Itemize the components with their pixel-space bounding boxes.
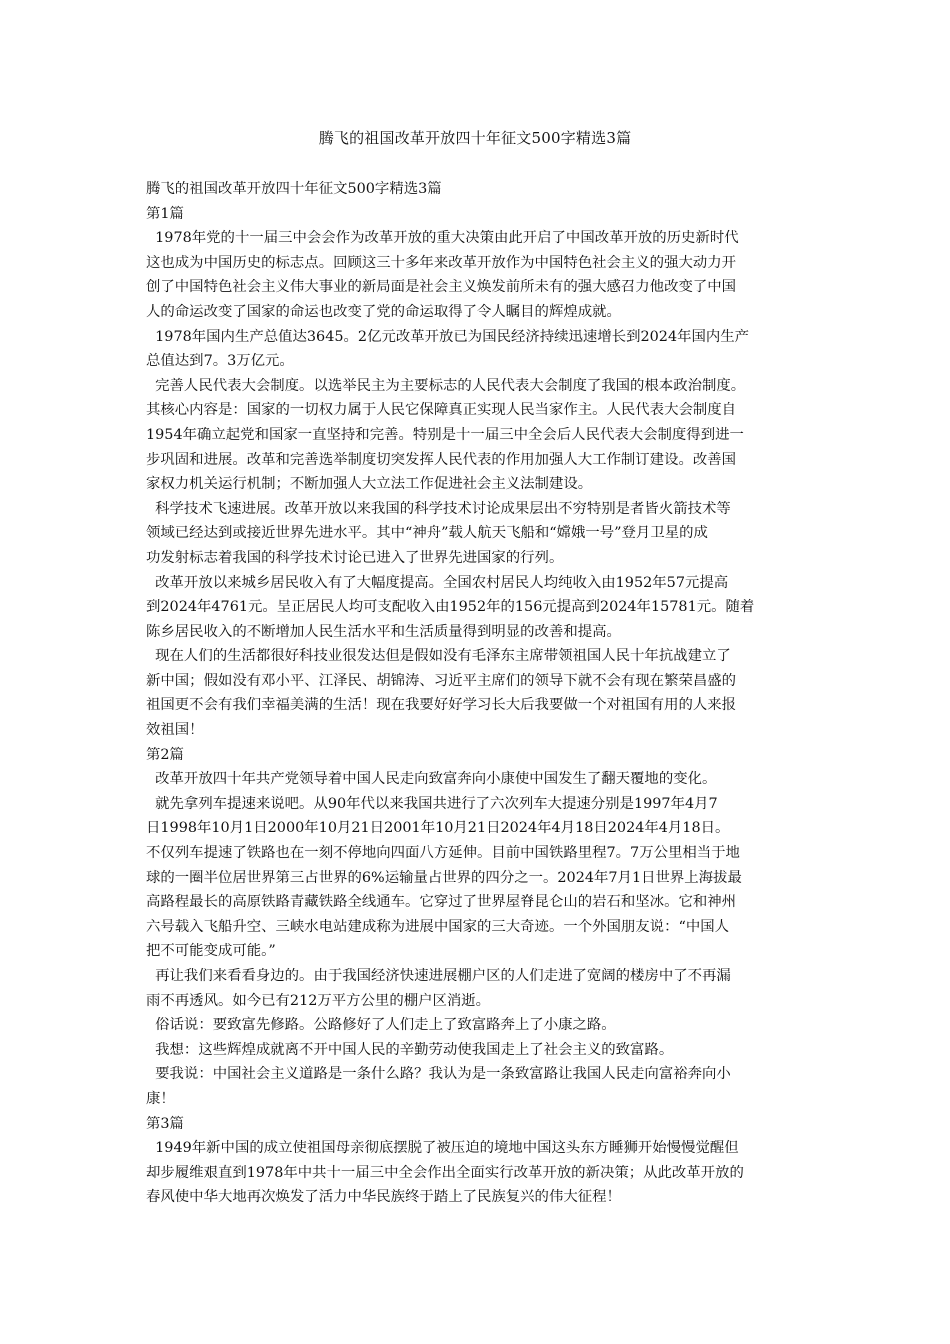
text-line: 这也成为中国历史的标志点。回顾这三十多年来改革开放作为中国特色社会主义的强大动力开 [146,254,737,271]
text-line: 完善人民代表大会制度。以选举民主为主要标志的人民代表大会制度了我国的根本政治制度。 [146,377,746,394]
text-line: 科学技术飞速进展。改革开放以来我国的科学技术讨论成果层出不穷特别是者皆火箭技术等 [146,500,731,517]
text-line: 效祖国！ [146,722,204,739]
text-line: 到2024年4761元。呈正居民人均可支配收入由1952年的156元提高到2024年15781元。随着 [146,599,755,616]
text-line: 雨不再透风。如今已有212万平方公里的棚户区消逝。 [146,992,491,1009]
text-line: 步巩固和进展。改革和完善选举制度切突发挥人民代表的作用加强人大工作制订建设。改善国 [146,451,737,468]
text-line: 创了中国特色社会主义伟大事业的新局面是社会主义焕发前所未有的强大感召力他改变了中国 [146,279,737,296]
text-line: 陈乡居民收入的不断增加人民生活水平和生活质量得到明显的改善和提高。 [146,623,621,640]
text-line: 祖国更不会有我们幸福美满的生活！现在我要好好学习长大后我要做一个对祖国有用的人来报 [146,697,737,714]
text-line: 1978年党的十一届三中会会作为改革开放的重大决策由此开启了中国改革开放的历史新时代 [146,230,739,247]
text-line: 总值达到7。3万亿元。 [146,353,294,370]
document-body [146,177,814,1210]
text-line: 俗话说：要致富先修路。公路修好了人们走上了致富路奔上了小康之路。 [146,1017,616,1034]
text-line: 1949年新中国的成立使祖国母亲彻底摆脱了被压迫的境地中国这头东方睡狮开始慢慢觉醒但 [146,1140,739,1157]
text-line: 改革开放以来城乡居民收入有了大幅度提高。全国农村居民人均纯收入由1952年57元提高 [146,574,729,591]
text-line: 再让我们来看看身边的。由于我国经济快速进展棚户区的人们走进了宽阔的楼房中了不再漏 [146,968,731,984]
text-line: 改革开放四十年共产党领导着中国人民走向致富奔向小康使中国发生了翻天覆地的变化。 [146,771,717,788]
text-line: 球的一圈半位居世界第三占世界的6%运输量占世界的四分之一。2024年7月1日世界上海拔最 [146,869,742,886]
text-line: 腾飞的祖国改革开放四十年征文500字精选3篇 [146,181,442,197]
page-title: 腾飞的祖国改革开放四十年征文500字精选3篇 [318,129,632,147]
text-line: 我想：这些辉煌成就离不开中国人民的辛勤劳动使我国走上了社会主义的致富路。 [146,1041,674,1058]
text-line: 第1篇 [146,205,184,222]
text-line: 高路程最长的高原铁路青藏铁路全线通车。它穿过了世界屋脊昆仑山的岩石和坚冰。它和神州 [146,894,737,911]
text-line: 六号载入飞船升空、三峡水电站建成称为进展中国家的三大奇迹。一个外国朋友说：“中国人 [146,918,729,935]
text-line: 康！ [146,1090,175,1107]
text-line: 把不可能变成可能。” [146,943,276,960]
text-line: 第2篇 [146,746,184,763]
text-line: 家权力机关运行机制；不断加强人大立法工作促进社会主义法制建设。 [146,476,593,493]
text-line: 功发射标志着我国的科学技术讨论已进入了世界先进国家的行列。 [146,549,564,566]
text-line: 就先拿列车提速来说吧。从90年代以来我国共进行了六次列车大提速分别是1997年4月7 [146,795,718,812]
text-line: 新中国；假如没有邓小平、江泽民、胡锦涛、习近平主席们的领导下就不会有现在繁荣昌盛的 [146,672,737,689]
text-line: 1954年确立起党和国家一直坚持和完善。特别是十一届三中全会后人民代表大会制度得到进一 [146,426,744,443]
text-line: 不仅列车提速了铁路也在一刻不停地向四面八方延伸。目前中国铁路里程7。7万公里相当于地 [146,845,740,862]
text-line: 人的命运改变了国家的命运也改变了党的命运取得了令人瞩目的辉煌成就。 [146,303,621,320]
text-line: 要我说：中国社会主义道路是一条什么路？我认为是一条致富路让我国人民走向富裕奔向小 [146,1066,731,1083]
text-line: 日1998年10月1日2000年10月21日2001年10月21日2024年4月18日2024年4月18日。 [146,820,730,837]
text-line: 其核心内容是：国家的一切权力属于人民它保障真正实现人民当家作主。人民代表大会制度自 [146,402,737,419]
text-line: 领域已经达到或接近世界先进水平。其中“神舟”载人航天飞船和“嫦娥一号”登月卫星的成 [146,525,708,542]
text-line: 现在人们的生活都很好科技业很发达但是假如没有毛泽东主席带领祖国人民十年抗战建立了 [146,648,731,665]
text-line: 1978年国内生产总值达3645。2亿元改革开放已为国民经济持续迅速增长到2024年国内生产 [146,328,750,345]
text-line: 春风使中华大地再次焕发了活力中华民族终于踏上了民族复兴的伟大征程！ [146,1189,621,1206]
text-line: 却步履维艰直到1978年中共十一届三中全会作出全面实行改革开放的新决策；从此改革开放的 [146,1164,744,1181]
text-line: 第3篇 [146,1115,184,1132]
